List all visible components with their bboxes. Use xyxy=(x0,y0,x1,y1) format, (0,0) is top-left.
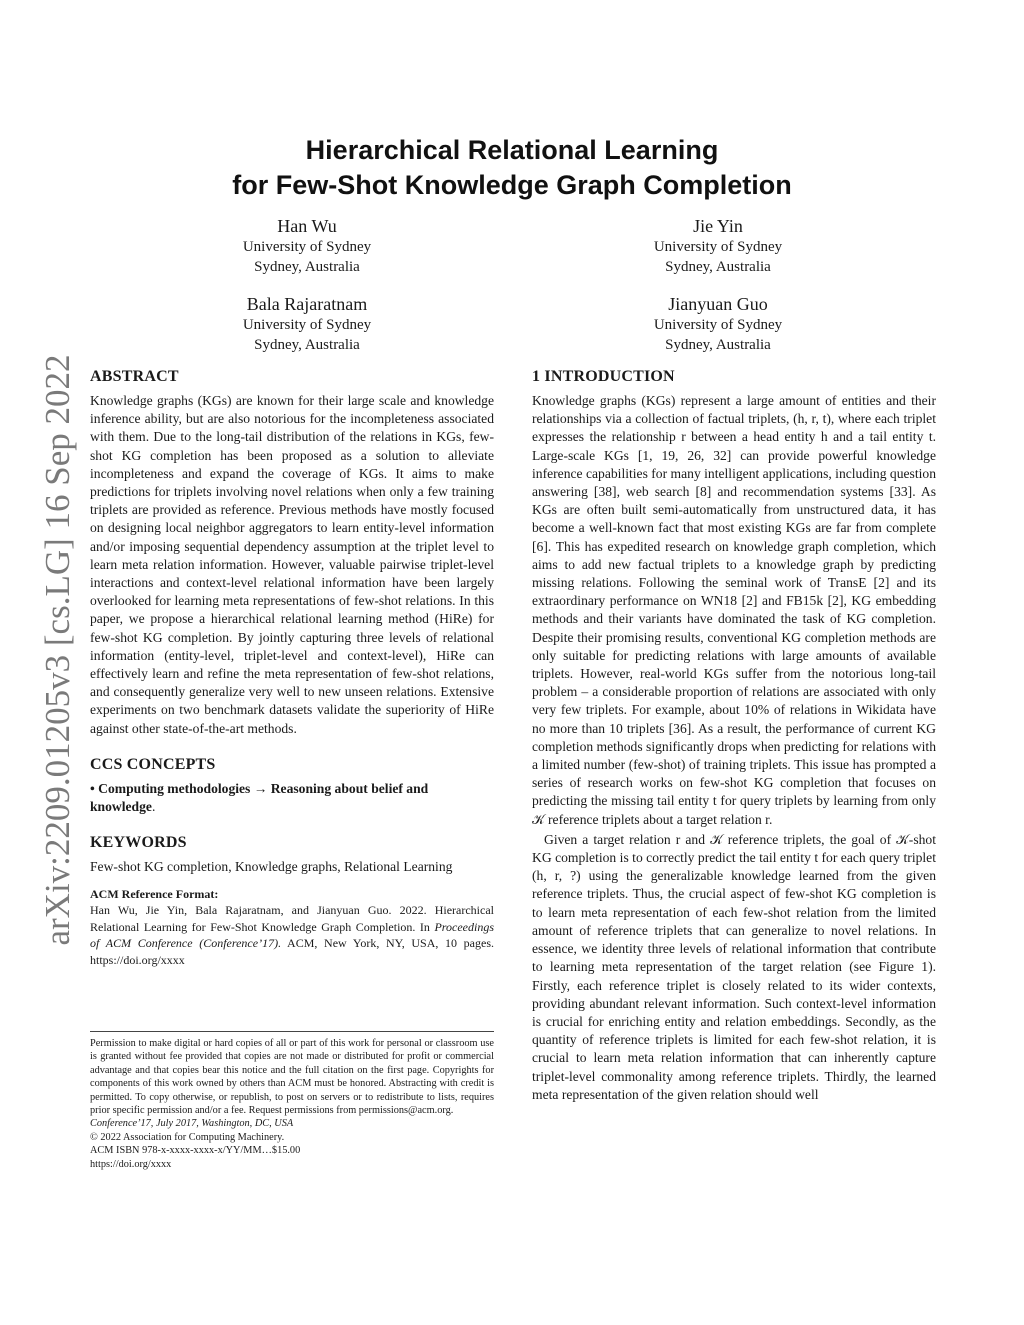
acm-reference-heading: ACM Reference Format: xyxy=(90,887,219,902)
isbn-text: ACM ISBN 978-x-xxxx-xxxx-x/YY/MM…$15.00 xyxy=(90,1145,301,1157)
right-column xyxy=(532,368,936,1104)
title-line-1: Hierarchical Relational Learning xyxy=(305,135,719,165)
ccs-heading: CCS CONCEPTS xyxy=(90,755,216,773)
author-name: Jie Yin xyxy=(693,216,743,236)
author-block xyxy=(588,215,848,277)
keywords-heading: KEYWORDS xyxy=(90,834,187,852)
title-line-2: for Few-Shot Knowledge Graph Completion xyxy=(232,170,792,200)
author-name: Bala Rajaratnam xyxy=(246,294,368,314)
author-location: Sydney, Australia xyxy=(665,259,771,275)
ccs-text: • Computing methodologies → Reasoning about belief and knowledge xyxy=(90,780,429,815)
acm-reference-venue: Proceedings of ACM Conference (Conference’17). xyxy=(90,919,494,951)
acm-reference xyxy=(90,902,494,968)
introduction-paragraph-1: Knowledge graphs (KGs) represent a large amount of entities and their relationships via a collection of factual triplets, (h, r, t), where each triplet expresses the relationship r between a head entity h and a tail entity t. Large-scale KGs [1, 19, 26, 32] can provide powerful knowledge inference capabilities for many intelligent applications, including question answering [38], web search [8] and recommendation systems [33]. As KGs are often built semi-automatically from unstructured data, it has become a well-known fact that most existing KGs are far from complete [6]. This has expedited research on knowledge graph completion, which aims to add new factual triplets to a knowledge graph by predicting missing relations. Following the seminal work of TransE [2] and its extraordinary performance on WN18 [2] and FB15k [2], KG embedding methods and their variants have dominated the task of KG completion. Despite their promising results, conventional KG completion methods are only suitable for predicting relations with large amounts of available triplets. However, real-world KGs suffer from the notorious long-tail problem – a considerable proportion of relations are associated with only very few triplets. For example, about 10% of relations in Wikidata have no more than 10 triplets [36]. As a result, the performance of current KG completion methods significantly drops when predicting for relations with a limited number (few-shot) of training triplets. This issue has prompted a series of research works on few-shot KG completion that focuses on predicting the missing tail entity t for query triplets by learning from only 𝒦 reference triplets about a target relation r. xyxy=(532,393,936,827)
footnote-rule xyxy=(90,1031,494,1032)
author-block xyxy=(588,293,848,355)
author-location: Sydney, Australia xyxy=(254,259,360,275)
author-block xyxy=(177,215,437,277)
author-affiliation: University of Sydney xyxy=(653,317,783,333)
copyright-text: © 2022 Association for Computing Machinery. xyxy=(90,1131,285,1143)
abstract-text: Knowledge graphs (KGs) are known for their large scale and knowledge inference ability, but are also notorious for the incompleteness associated with them. Due to the long-tail distribution of the relations in KGs, few-shot KG completion has been proposed as a solution to alleviate incompleteness and expand the coverage of KGs. It aims to make predictions for triplets involving novel relations when only a few training triplets are provided as reference. Previous methods have mostly focused on designing local neighbor aggregators to learn entity-level information and/or imposing sequential dependency assumption at the triplet level to learn meta relation information. However, valuable pairwise triplet-level interactions and context-level relational information have been largely overlooked for learning meta representations of few-shot relations. In this paper, we propose a hierarchical relational learning method (HiRe) for few-shot KG completion. By jointly capturing three levels of relational information (entity-level, triplet-level and context-level), HiRe can effectively learn and refine the meta representation of few-shot relations, and consequently generalize very well to new unseen relations. Extensive experiments on two benchmark datasets validate the superiority of HiRe against other state-of-the-art methods. xyxy=(90,393,494,736)
arxiv-identifier: arXiv:2209.01205v3 [cs.LG] 16 Sep 2022 xyxy=(38,354,77,946)
left-column xyxy=(90,368,494,968)
author-affiliation: University of Sydney xyxy=(653,239,783,255)
author-location: Sydney, Australia xyxy=(254,337,360,353)
ccs-suffix: . xyxy=(151,799,156,815)
paper-title xyxy=(0,133,1024,203)
author-name: Han Wu xyxy=(277,216,337,236)
introduction-heading: 1 INTRODUCTION xyxy=(532,368,675,385)
author-affiliation: University of Sydney xyxy=(242,317,372,333)
acm-reference-tail: ACM, New York, NY, USA, 10 pages. https://doi.org/xxxx xyxy=(90,936,494,967)
introduction-paragraph-2: Given a target relation r and 𝒦 reference triplets, the goal of 𝒦-shot KG completion is to correctly predict the tail entity t for each query triplet (h, r, ?) using the generalizable knowledge learned from the given reference triplets. Thus, the crucial aspect of few-shot KG completion is to learn meta representation of each few-shot relation from the limited amount of reference triplets that can generalize to novel relations. In essence, we identity three levels of relational information that contribute to learning meta representation of the target relation (see Figure 1). Firstly, each reference triplet is closely related to its wider contexts, providing abundant relevant information. Such context-level information is crucial for enriching entity and relation embeddings. Secondly, as the quantity of reference triplets is limited for each few-shot relation, it is crucial to learn meta relation information that can inherently capture triplet-level commonality among reference triplets. Thirdly, the learned meta representation of the given relation should well xyxy=(532,831,936,1102)
abstract-heading: ABSTRACT xyxy=(90,368,179,385)
author-affiliation: University of Sydney xyxy=(242,239,372,255)
ccs-concepts xyxy=(90,780,494,816)
author-name: Jianyuan Guo xyxy=(668,294,768,314)
doi-link[interactable]: https://doi.org/xxxx xyxy=(90,1158,172,1170)
conference-info: Conference’17, July 2017, Washington, DC, USA xyxy=(90,1118,294,1130)
author-location: Sydney, Australia xyxy=(665,337,771,353)
keywords-text: Few-shot KG completion, Knowledge graphs, Relational Learning xyxy=(90,859,453,875)
permission-text: Permission to make digital or hard copies of all or part of this work for personal or classroom use is granted without fee provided that copies are not made or distributed for profit or commercial advantage and that copies bear this notice and the full citation on the first page. Copyrights for components of this work owned by others than ACM must be honored. Abstracting with credit is permitted. To copy otherwise, or republish, to post on servers or to redistribute to lists, requires prior specific permission and/or a fee. Request permissions from permissions@acm.org. xyxy=(90,1038,494,1117)
permission-footnote xyxy=(90,1031,494,1171)
acm-reference-text: Han Wu, Jie Yin, Bala Rajaratnam, and Jianyuan Guo. 2022. Hierarchical Relational Learning for Few-Shot Knowledge Graph Completion. In xyxy=(90,903,494,934)
author-block xyxy=(177,293,437,355)
